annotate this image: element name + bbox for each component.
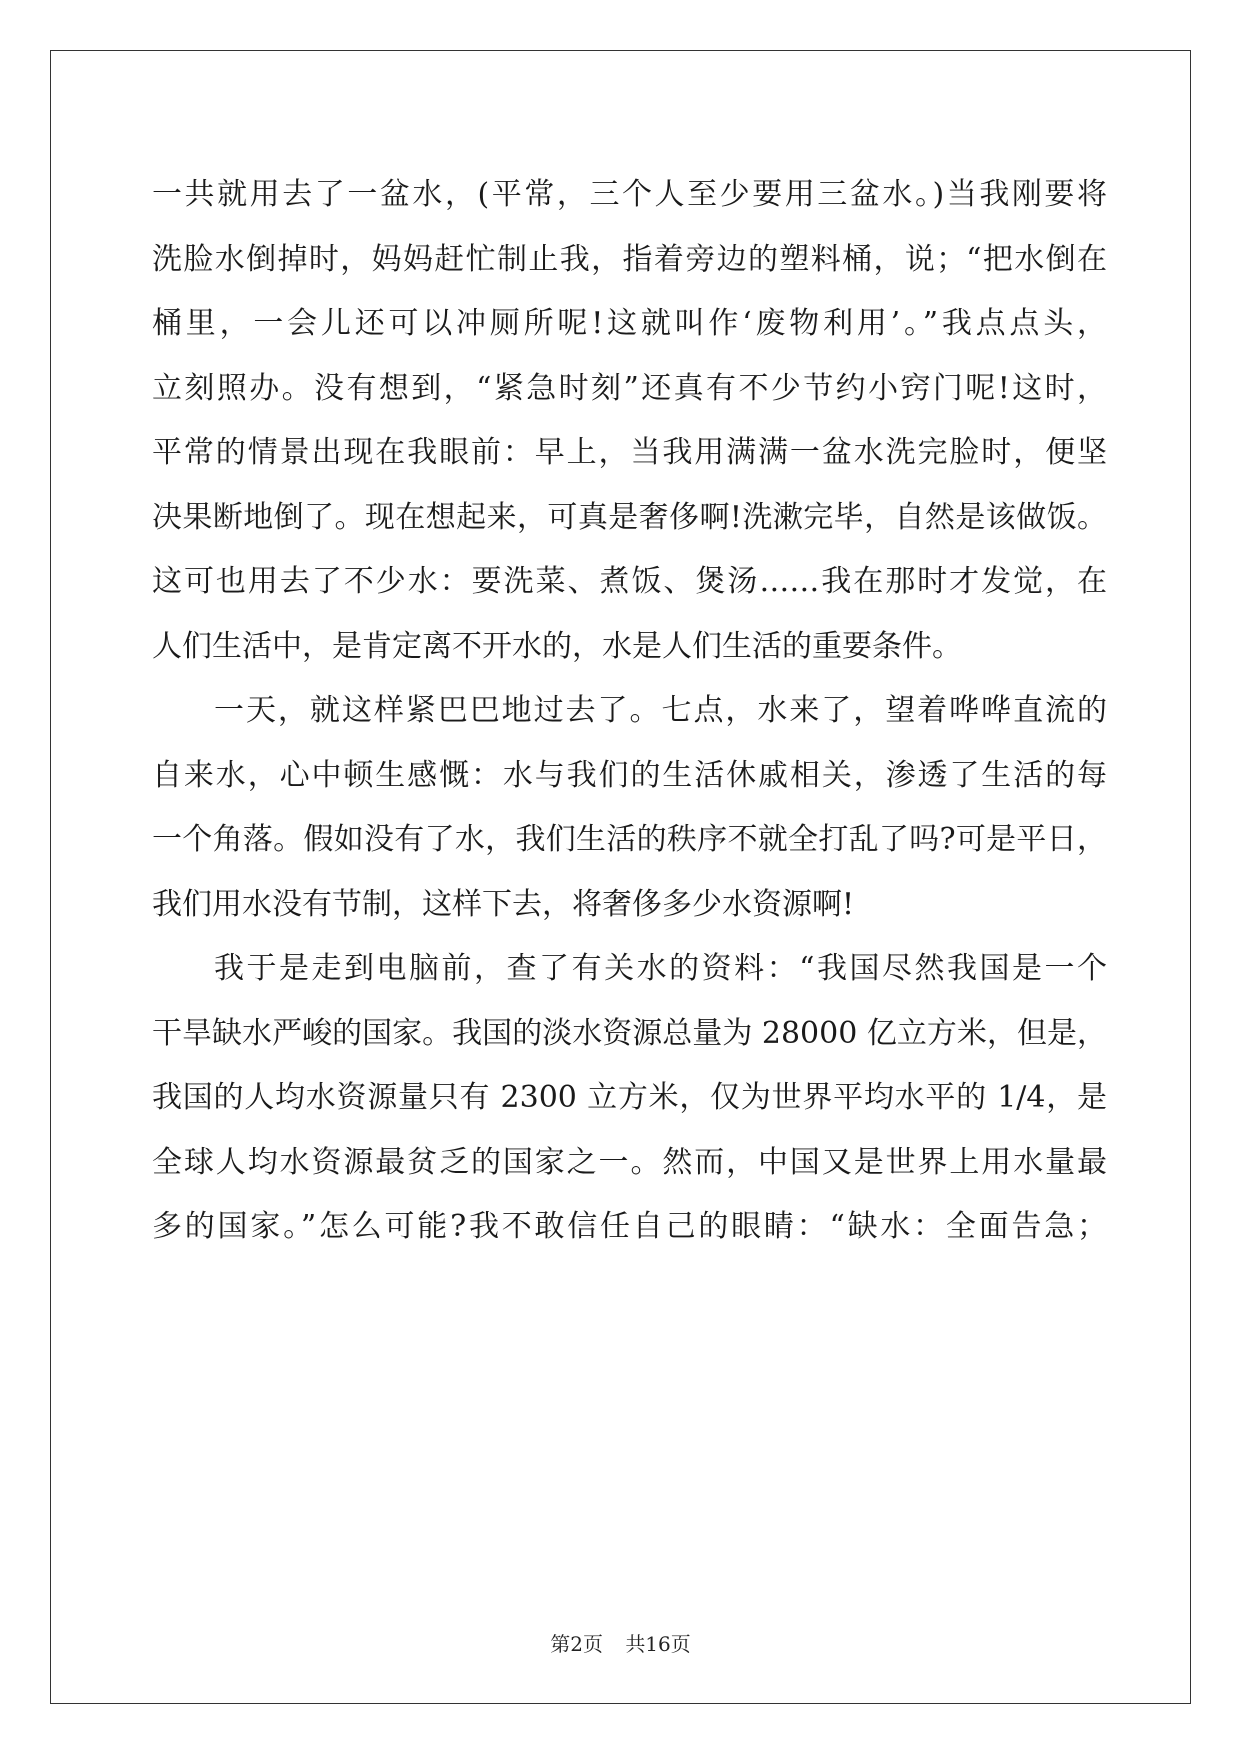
text-line: 我们用水没有节制，这样下去，将奢侈多少水资源啊!: [152, 886, 855, 922]
text-line: 一共就用去了一盆水，(平常，三个人至少要用三盆水。)当我刚要将: [152, 177, 1107, 212]
text-line: 干旱缺水严峻的国家。我国的淡水资源总量为 28000 亿立方米，但是，: [152, 1015, 1107, 1051]
text-line: 平常的情景出现在我眼前：早上，当我用满满一盆水洗完脸时，便坚: [152, 435, 1107, 470]
text-line: 我国的人均水资源量只有 2300 立方米，仅为世界平均水平的 1/4，是: [152, 1080, 1107, 1115]
text-line: 桶里，一会儿还可以冲厕所呢!这就叫作‘废物利用’。”我点点头，: [152, 306, 1107, 341]
document-body: [152, 163, 1107, 1260]
text-line: 这可也用去了不少水：要洗菜、煮饭、煲汤……我在那时才发觉，在: [152, 564, 1107, 599]
text-line: 自来水，心中顿生感慨：水与我们的生活休戚相关，渗透了生活的每: [152, 757, 1107, 793]
text-line: 洗脸水倒掉时，妈妈赶忙制止我，指着旁边的塑料桶，说；“把水倒在: [152, 241, 1107, 277]
page-footer: [0, 1628, 1241, 1657]
page-number-total: 共16页: [625, 1632, 691, 1656]
text-line: 一天，就这样紧巴巴地过去了。七点，水来了，望着哗哗直流的: [214, 693, 1107, 728]
text-line: 一个角落。假如没有了水，我们生活的秩序不就全打乱了吗?可是平日，: [152, 822, 1107, 857]
text-line: 决果断地倒了。现在想起来，可真是奢侈啊!洗漱完毕，自然是该做饭。: [152, 499, 1107, 535]
text-line: 全球人均水资源最贫乏的国家之一。然而，中国又是世界上用水量最: [152, 1144, 1107, 1180]
page-number-current: 第2页: [550, 1632, 603, 1656]
text-line: 我于是走到电脑前，查了有关水的资料：“我国尽然我国是一个: [214, 951, 1107, 986]
text-line: 多的国家。”怎么可能?我不敢信任自己的眼睛：“缺水：全面告急；: [152, 1209, 1107, 1244]
text-line: 立刻照办。没有想到，“紧急时刻”还真有不少节约小窍门呢!这时，: [152, 370, 1107, 406]
text-line: 人们生活中，是肯定离不开水的，水是人们生活的重要条件。: [152, 628, 962, 664]
